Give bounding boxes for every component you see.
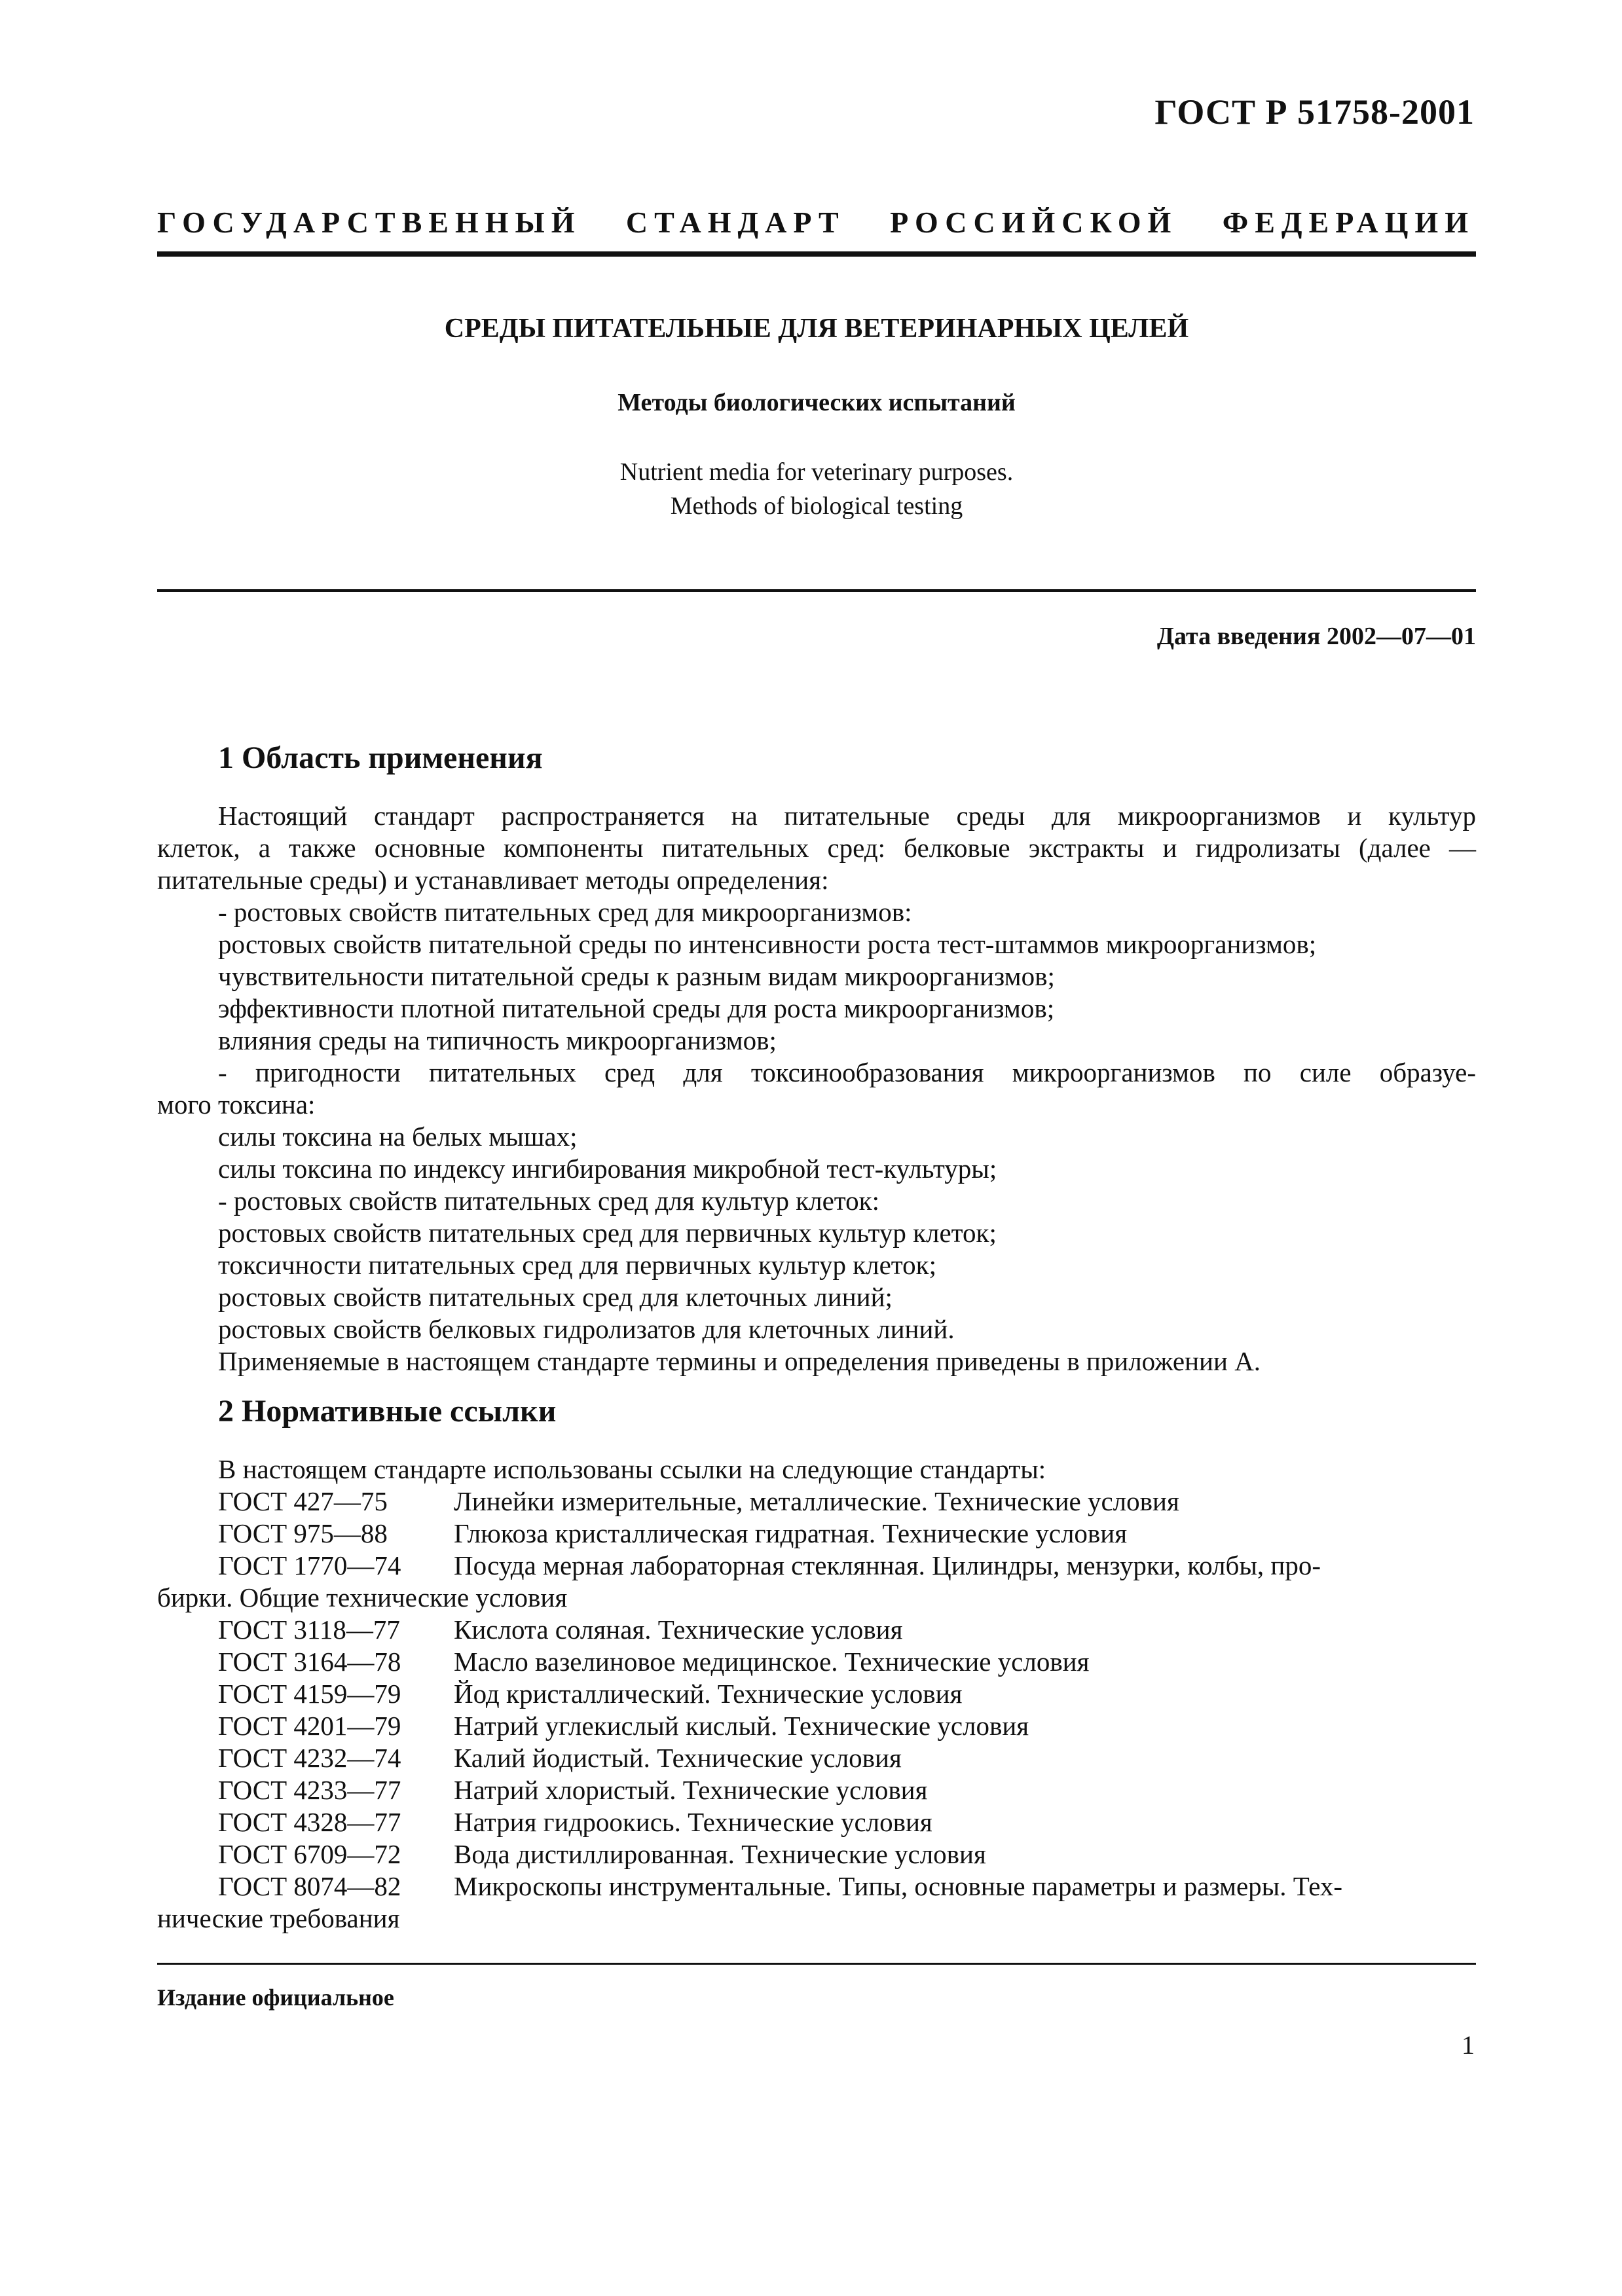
paragraph-line: В настоящем стандарте использованы ссылки на следующие стандарты: bbox=[218, 1454, 1046, 1484]
reference-item bbox=[157, 1774, 1476, 1806]
paragraph-line: клеток, а также основные компоненты питательных сред: белковые экстракты и гидролизаты (далее — bbox=[157, 833, 1476, 863]
standard-title: ГОСУДАРСТВЕННЫЙ СТАНДАРТ РОССИЙСКОЙ ФЕДЕРАЦИИ bbox=[157, 206, 1475, 239]
reference-item bbox=[157, 1646, 1476, 1678]
reference-title: Натрий хлористый. Технические условия bbox=[454, 1775, 928, 1805]
list-item: чувствительности питательной среды к разным видам микроорганизмов; bbox=[218, 961, 1055, 991]
section-1-heading: 1 Область применения bbox=[218, 740, 543, 775]
paragraph-line: питательные среды) и устанавливает методы определения: bbox=[157, 865, 829, 895]
reference-title: Глюкоза кристаллическая гидратная. Технические условия bbox=[454, 1518, 1128, 1548]
list-item: - ростовых свойств питательных сред для микроорганизмов: bbox=[218, 897, 912, 927]
reference-title: Масло вазелиновое медицинское. Технические условия bbox=[454, 1647, 1090, 1677]
paragraph-line: Настоящий стандарт распространяется на питательные среды для микроорганизмов и культур bbox=[218, 801, 1476, 831]
list-item: токсичности питательных сред для первичных культур клеток; bbox=[218, 1250, 936, 1280]
reference-number: ГОСТ 3118—77 bbox=[218, 1614, 400, 1645]
gost-number: ГОСТ Р 51758-2001 bbox=[1154, 92, 1475, 132]
reference-number: ГОСТ 4232—74 bbox=[218, 1743, 401, 1773]
reference-item bbox=[157, 1838, 1476, 1870]
reference-item bbox=[157, 1518, 1476, 1550]
header-rule bbox=[157, 251, 1476, 257]
document-subtitle: Методы биологических испытаний bbox=[617, 389, 1016, 416]
reference-title: Натрия гидроокись. Технические условия bbox=[454, 1807, 932, 1837]
list-item: Применяемые в настоящем стандарте термины и определения приведены в приложении А. bbox=[218, 1346, 1261, 1376]
english-title bbox=[157, 455, 1476, 523]
section-1-body bbox=[157, 800, 1476, 1377]
list-item: ростовых свойств питательных сред для первичных культур клеток; bbox=[218, 1218, 997, 1248]
reference-title: Линейки измерительные, металлические. Технические условия bbox=[454, 1486, 1179, 1516]
reference-continuation: нические требования bbox=[157, 1903, 400, 1933]
section-2-body bbox=[157, 1453, 1476, 1935]
reference-title: Кислота соляная. Технические условия bbox=[454, 1614, 903, 1645]
reference-item bbox=[157, 1550, 1476, 1582]
page-number: 1 bbox=[1462, 2030, 1475, 2060]
list-item: влияния среды на типичность микроорганизмов; bbox=[218, 1025, 777, 1055]
reference-number: ГОСТ 4233—77 bbox=[218, 1775, 401, 1805]
list-item: силы токсина на белых мышах; bbox=[218, 1121, 578, 1152]
reference-title: Посуда мерная лабораторная стеклянная. Цилиндры, мензурки, колбы, про- bbox=[454, 1550, 1321, 1580]
reference-title: Вода дистиллированная. Технические условия bbox=[454, 1839, 986, 1869]
reference-number: ГОСТ 427—75 bbox=[218, 1486, 388, 1516]
reference-item bbox=[157, 1614, 1476, 1646]
list-item: эффективности плотной питательной среды для роста микроорганизмов; bbox=[218, 993, 1055, 1023]
reference-number: ГОСТ 1770—74 bbox=[218, 1550, 401, 1580]
list-item: ростовых свойств питательных сред для клеточных линий; bbox=[218, 1282, 893, 1312]
reference-continuation: бирки. Общие технические условия bbox=[157, 1582, 568, 1613]
introduction-date: Дата введения 2002—07—01 bbox=[1156, 623, 1476, 650]
reference-number: ГОСТ 4201—79 bbox=[218, 1711, 401, 1741]
english-title-line: Methods of biological testing bbox=[670, 492, 963, 520]
section-2-heading: 2 Нормативные ссылки bbox=[218, 1394, 557, 1429]
list-item: ростовых свойств питательной среды по интенсивности роста тест-штаммов микроорганизмов; bbox=[218, 929, 1317, 959]
reference-item bbox=[157, 1485, 1476, 1518]
reference-number: ГОСТ 8074—82 bbox=[218, 1871, 401, 1901]
reference-number: ГОСТ 4328—77 bbox=[218, 1807, 401, 1837]
list-item: - ростовых свойств питательных сред для культур клеток: bbox=[218, 1186, 879, 1216]
reference-title: Йод кристаллический. Технические условия bbox=[454, 1679, 963, 1709]
list-item: ростовых свойств белковых гидролизатов для клеточных линий. bbox=[218, 1314, 955, 1344]
list-item: силы токсина по индексу ингибирования микробной тест-культуры; bbox=[218, 1154, 997, 1184]
document-title: СРЕДЫ ПИТАТЕЛЬНЫЕ ДЛЯ ВЕТЕРИНАРНЫХ ЦЕЛЕЙ bbox=[444, 314, 1189, 344]
english-title-line: Nutrient media for veterinary purposes. bbox=[619, 458, 1014, 486]
reference-number: ГОСТ 3164—78 bbox=[218, 1647, 401, 1677]
reference-title: Калий йодистый. Технические условия bbox=[454, 1743, 902, 1773]
reference-title: Микроскопы инструментальные. Типы, основные параметры и размеры. Тех- bbox=[454, 1871, 1343, 1901]
reference-number: ГОСТ 6709—72 bbox=[218, 1839, 401, 1869]
title-rule bbox=[157, 589, 1476, 592]
reference-item bbox=[157, 1806, 1476, 1838]
reference-title: Натрий углекислый кислый. Технические условия bbox=[454, 1711, 1029, 1741]
reference-number: ГОСТ 4159—79 bbox=[218, 1679, 401, 1709]
reference-item bbox=[157, 1870, 1476, 1903]
reference-number: ГОСТ 975—88 bbox=[218, 1518, 388, 1548]
list-item: мого токсина: bbox=[157, 1089, 316, 1120]
reference-item bbox=[157, 1678, 1476, 1710]
reference-item bbox=[157, 1742, 1476, 1774]
footer-rule bbox=[157, 1963, 1476, 1965]
list-item: - пригодности питательных сред для токсинообразования микроорганизмов по силе образуе- bbox=[218, 1057, 1476, 1087]
official-edition-label: Издание официальное bbox=[157, 1984, 394, 2011]
reference-item bbox=[157, 1710, 1476, 1742]
